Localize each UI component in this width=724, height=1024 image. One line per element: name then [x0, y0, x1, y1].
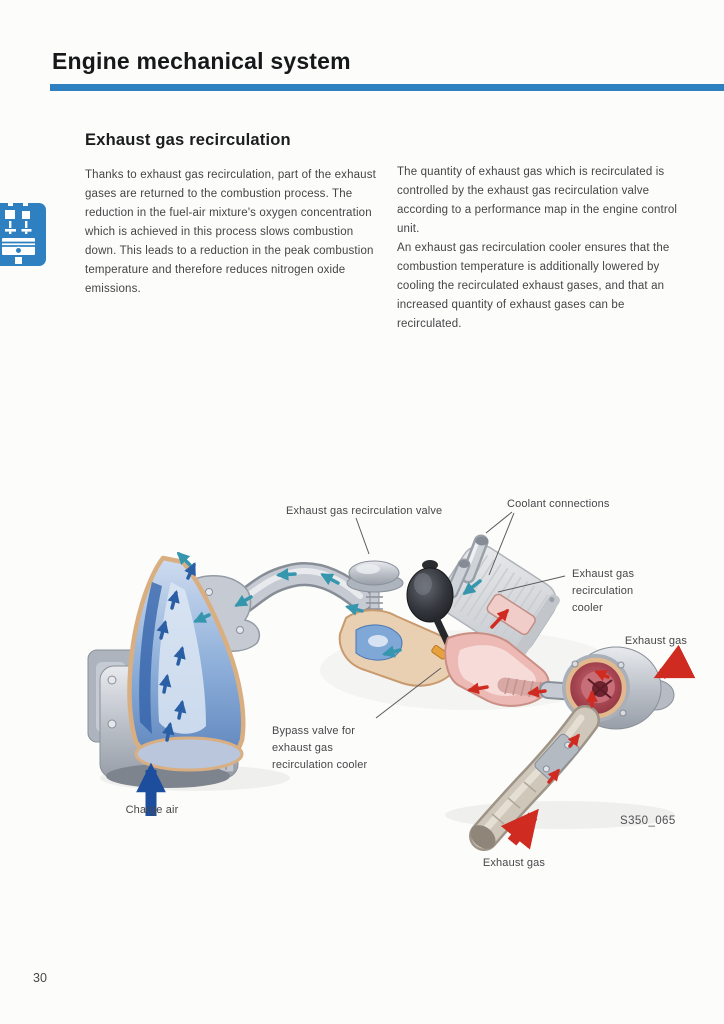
label-exhaust-gas-right: Exhaust gas	[624, 635, 688, 647]
paragraph: Thanks to exhaust gas recirculation, part of the exhaust gases are returned to the combustion process. The reduction in the fuel-air mixture's oxygen concentration which is achieved in this process slows combustion down. This leads to a reduction in the peak combustion temperature and therefore reduces nitrogen oxide emissions.	[85, 169, 376, 295]
accent-rule	[50, 84, 724, 91]
page-title: Engine mechanical system	[52, 48, 351, 74]
label-egr-valve: Exhaust gas recirculation valve	[286, 505, 443, 517]
paragraph: The quantity of exhaust gas which is recirculated is controlled by the exhaust gas recirculation valve according to a performance map in the engine control unit.	[397, 166, 678, 235]
label-coolant-connections: Coolant connections	[507, 498, 610, 510]
label-bypass-valve: Bypass valve for exhaust gas recirculation cooler	[272, 725, 368, 771]
page-number: 30	[33, 971, 47, 985]
body-column-right	[397, 163, 683, 334]
exhaust-gas-arrow-right	[662, 666, 678, 674]
paragraph: An exhaust gas recirculation cooler ensures that the combustion temperature is additionally lowered by cooling the recirculated exhaust gases, and that an increased quantity of exhaust gases can be recirculated.	[397, 242, 670, 330]
label-egr-cooler: Exhaust gas recirculation cooler	[572, 568, 635, 614]
label-exhaust-gas-bottom: Exhaust gas	[482, 857, 546, 869]
label-charge-air: Charge air	[125, 804, 179, 816]
figure-code: S350_065	[620, 815, 676, 827]
egr-system-illustration	[0, 480, 724, 910]
body-column-left	[85, 166, 381, 299]
egr-system-figure	[0, 480, 724, 910]
section-heading: Exhaust gas recirculation	[85, 131, 291, 149]
engine-chapter-badge	[0, 203, 46, 266]
engine-piston-icon	[0, 203, 43, 266]
